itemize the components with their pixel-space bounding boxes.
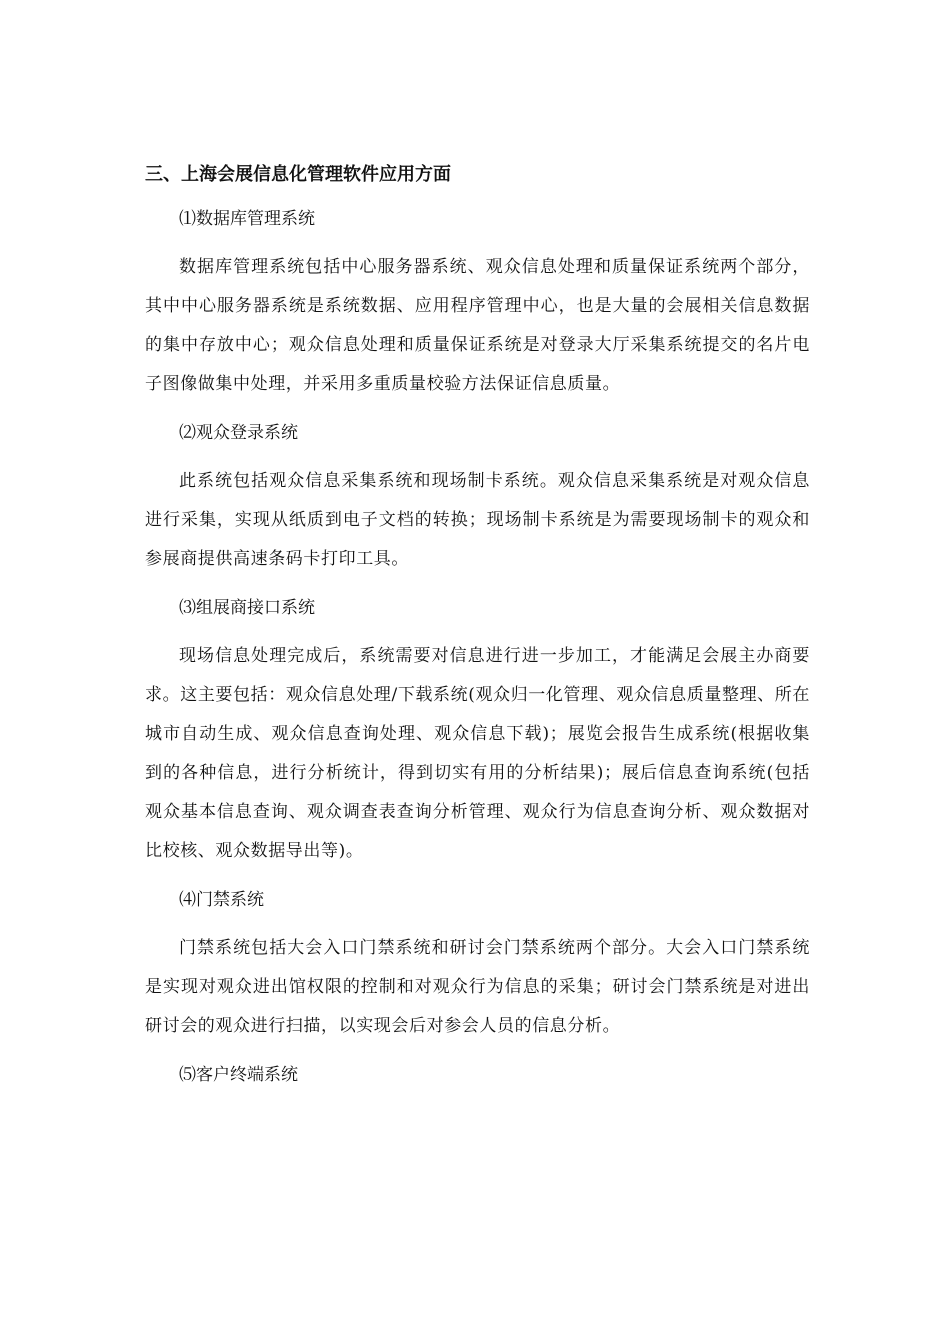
section-heading: 三、上海会展信息化管理软件应用方面	[145, 164, 451, 185]
subsection-title-access-control: ⑷门禁系统	[179, 890, 264, 910]
document-page	[145, 158, 810, 1104]
paragraph-audience-login: 此系统包括观众信息采集系统和现场制卡系统。观众信息采集系统是对观众信息进行采集，实现从纸质到电子文档的转换；现场制卡系统是为需要现场制卡的观众和参展商提供高速条码卡打印工具。	[145, 471, 810, 569]
subsection-title-database: ⑴数据库管理系统	[179, 209, 315, 229]
subsection-title-audience-login: ⑵观众登录系统	[179, 423, 298, 443]
paragraph-access-control: 门禁系统包括大会入口门禁系统和研讨会门禁系统两个部分。大会入口门禁系统是实现对观众进出馆权限的控制和对观众行为信息的采集；研讨会门禁系统是对进出研讨会的观众进行扫描，以实现会后对参会人员的信息分析。	[145, 938, 810, 1036]
subsection-title-organizer-interface: ⑶组展商接口系统	[179, 598, 315, 618]
paragraph-organizer-interface: 现场信息处理完成后，系统需要对信息进行进一步加工，才能满足会展主办商要求。这主要包括：观众信息处理/下载系统(观众归一化管理、观众信息质量整理、所在城市自动生成、观众信息查询处理、观众信息下载)；展览会报告生成系统(根据收集到的各种信息，进行分析统计，得到切实有用的分析结果)；展后信息查询系统(包括观众基本信息查询、观众调查表查询分析管理、观众行为信息查询分析、观众数据对比校核、观众数据导出等)。	[145, 646, 810, 861]
paragraph-database: 数据库管理系统包括中心服务器系统、观众信息处理和质量保证系统两个部分，其中中心服务器系统是系统数据、应用程序管理中心，也是大量的会展相关信息数据的集中存放中心；观众信息处理和质量保证系统是对登录大厅采集系统提交的名片电子图像做集中处理，并采用多重质量校验方法保证信息质量。	[145, 257, 810, 394]
subsection-title-client-terminal: ⑸客户终端系统	[179, 1065, 298, 1085]
